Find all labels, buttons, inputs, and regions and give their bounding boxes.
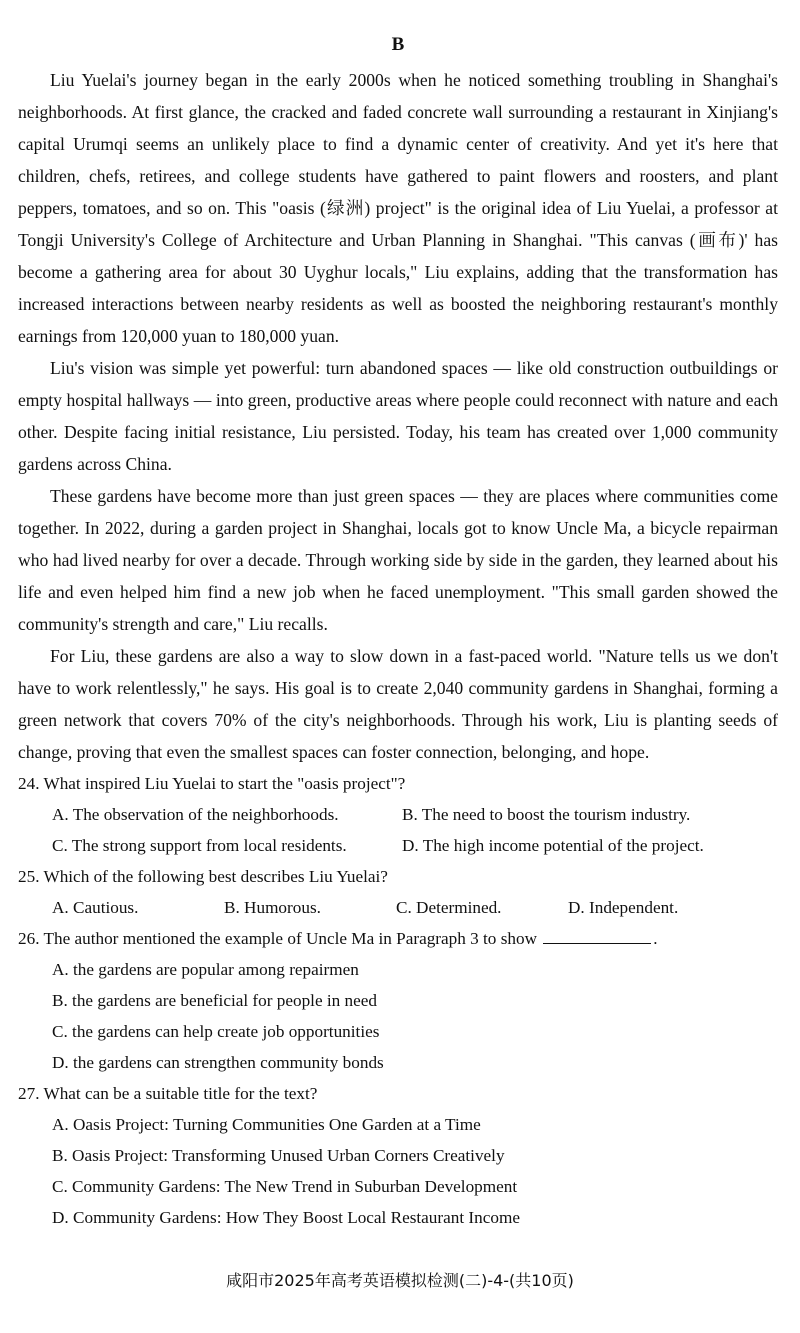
question-25-option-c: C. Determined. xyxy=(396,898,502,917)
question-27-option-c: C. Community Gardens: The New Trend in Suburban Development xyxy=(52,1177,518,1196)
question-26-stem: 26. The author mentioned the example of Uncle Ma in Paragraph 3 to show xyxy=(18,929,537,948)
question-26-option-c: C. the gardens can help create job opportunities xyxy=(52,1022,380,1041)
paragraph-4: For Liu, these gardens are also a way to slow down in a fast-paced world. "Nature tells us we don't have to work relentlessly," he says. His goal is to create 2,040 community gardens in Shanghai, forming a green network that covers 70% of the city's neighborhoods. Through his work, Liu is planting seeds of change, proving that even the smallest spaces can foster connection, belonging, and hope. xyxy=(18,646,778,762)
paragraph-2: Liu's vision was simple yet powerful: turn abandoned spaces — like old construction outbuildings or empty hospital hallways — into green, productive areas where people could reconnect with nature and each other. Despite facing initial resistance, Liu persisted. Today, his team has created over 1,000 community gardens across China. xyxy=(18,358,778,474)
question-24-option-d: D. The high income potential of the project. xyxy=(402,836,704,855)
question-27-option-b: B. Oasis Project: Transforming Unused Urban Corners Creatively xyxy=(52,1146,505,1165)
question-26-stem-line xyxy=(18,923,778,954)
question-26-option-a: A. the gardens are popular among repairmen xyxy=(52,960,359,979)
paragraph-3: These gardens have become more than just green spaces — they are places where communities come together. In 2022, during a garden project in Shanghai, locals got to know Uncle Ma, a bicycle repairman who had lived nearby for over a decade. Through working side by side in the garden, they learned about his life and even helped him find a new job when he faced unemployment. "This small garden showed the community's strength and care," Liu recalls. xyxy=(18,486,778,634)
question-26-option-d: D. the gardens can strengthen community bonds xyxy=(52,1053,384,1072)
question-26-option-b: B. the gardens are beneficial for people in need xyxy=(52,991,377,1010)
question-25-option-a: A. Cautious. xyxy=(52,898,139,917)
answer-blank xyxy=(543,929,651,944)
question-26-stem-end: . xyxy=(653,929,658,948)
question-25 xyxy=(18,861,778,923)
question-24-option-a: A. The observation of the neighborhoods. xyxy=(52,805,339,824)
question-25-option-d: D. Independent. xyxy=(568,898,679,917)
question-24 xyxy=(18,768,778,861)
question-27-stem: 27. What can be a suitable title for the text? xyxy=(18,1084,318,1103)
question-25-stem: 25. Which of the following best describes Liu Yuelai? xyxy=(18,867,388,886)
question-26 xyxy=(18,923,778,1078)
question-24-option-b: B. The need to boost the tourism industry. xyxy=(402,805,691,824)
paragraph-1: Liu Yuelai's journey began in the early 2000s when he noticed something troubling in Shanghai's neighborhoods. At first glance, the cracked and faded concrete wall surrounding a restaurant in Xinjiang's capital Urumqi seems an unlikely place to find a dynamic center of creativity. And yet it's here that children, chefs, retirees, and college students have gathered to paint flowers and roosters, and plant peppers, tomatoes, and so on. This "oasis (绿洲) project" is the original idea of Liu Yuelai, a professor at Tongji University's College of Architecture and Urban Planning in Shanghai. "This canvas (画布)' has become a gathering area for about 30 Uyghur locals," Liu explains, adding that the transformation has increased interactions between nearby residents as well as boosted the neighboring restaurant's monthly earnings from 120,000 yuan to 180,000 yuan. xyxy=(18,70,778,346)
question-27-option-a: A. Oasis Project: Turning Communities One Garden at a Time xyxy=(52,1115,481,1134)
question-24-stem: 24. What inspired Liu Yuelai to start the "oasis project"? xyxy=(18,774,406,793)
question-24-option-c: C. The strong support from local residents. xyxy=(52,836,347,855)
page-footer: 咸阳市2025年高考英语模拟检测(二)-4-(共10页) xyxy=(226,1271,574,1290)
question-27 xyxy=(18,1078,778,1233)
question-25-option-b: B. Humorous. xyxy=(224,898,321,917)
reading-passage xyxy=(18,64,778,768)
section-letter: B xyxy=(391,34,405,55)
question-27-option-d: D. Community Gardens: How They Boost Local Restaurant Income xyxy=(52,1208,520,1227)
